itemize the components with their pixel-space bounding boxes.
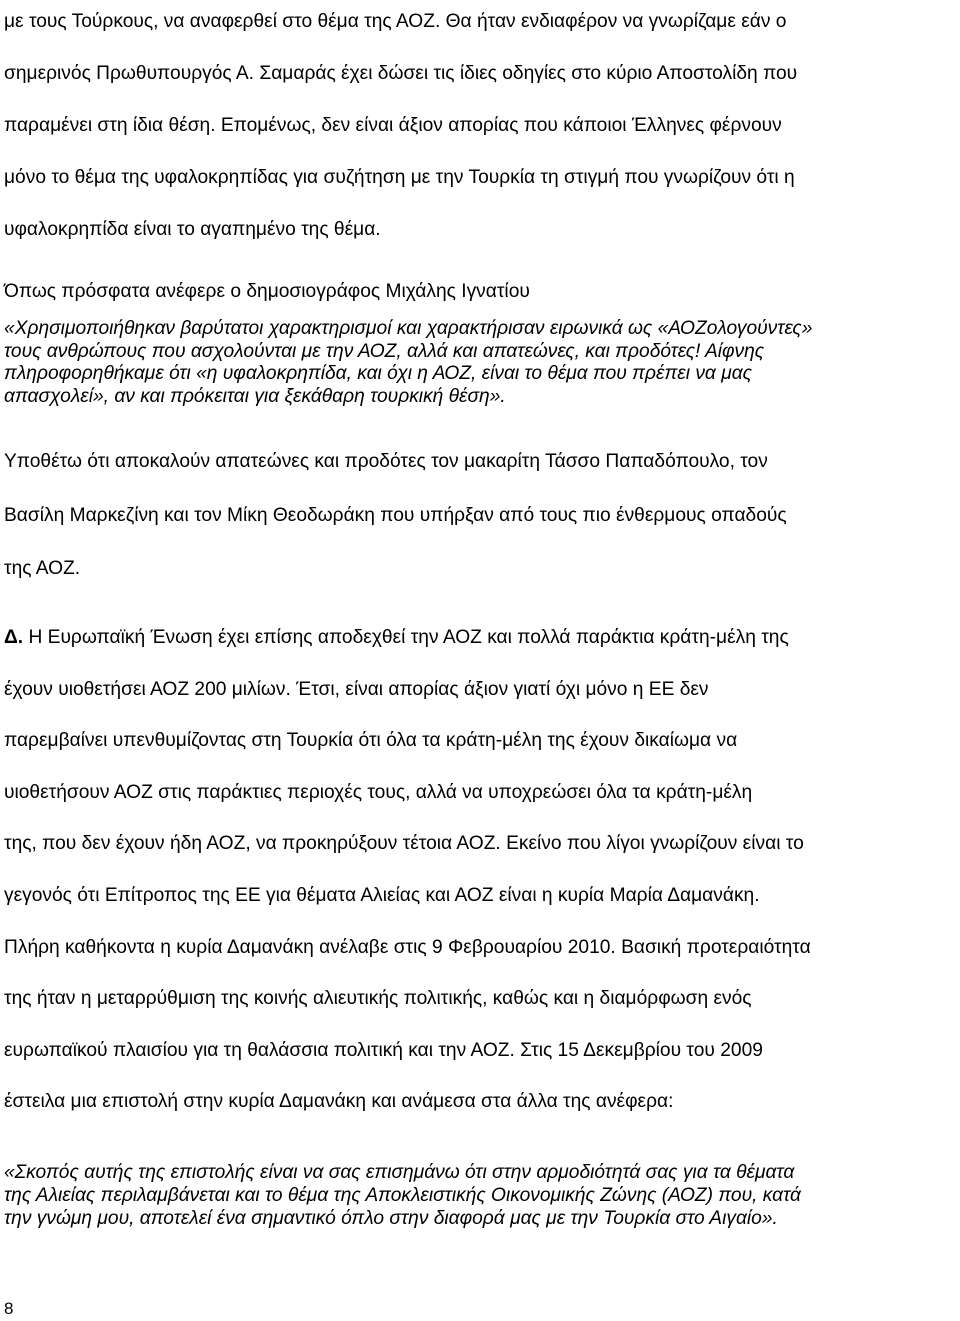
- text-line: μόνο το θέμα της υφαλοκρηπίδας για συζήτηση με την Τουρκία τη στιγμή που γνωρίζουν ότι η: [4, 167, 795, 188]
- text-line: τους ανθρώπους που ασχολούνται με την ΑΟΖ, αλλά και απατεώνες, και προδότες! Αίφνης: [4, 340, 765, 362]
- text-line: της, που δεν έχουν ήδη ΑΟΖ, να προκηρύξουν τέτοια ΑΟΖ. Εκείνο που λίγοι γνωρίζουν είναι το: [4, 833, 804, 855]
- text-line: Υποθέτω ότι αποκαλούν απατεώνες και προδότες τον μακαρίτη Τάσσο Παπαδόπουλο, τον: [4, 451, 768, 472]
- text-line: [4, 612, 954, 664]
- text-line: ευρωπαϊκού πλαισίου για τη θαλάσσια πολιτική και την ΑΟΖ. Στις 15 Δεκεμβρίου του 2009: [4, 1039, 763, 1061]
- text-line: σημερινός Πρωθυπουργός Α. Σαμαράς έχει δώσει τις ίδιες οδηγίες στο κύριο Αποστολίδη που: [4, 63, 798, 84]
- text-line: «Σκοπός αυτής της επιστολής είναι να σας επισημάνω ότι στην αρμοδιότητά σας για τα θέματα: [4, 1162, 795, 1183]
- paragraph-5: [4, 612, 954, 1128]
- text-line: παραμένει στη ίδια θέση. Επομένως, δεν είναι άξιον απορίας που κάποιοι Έλληνες φέρνουν: [4, 115, 782, 136]
- quote-paragraph-1: [4, 318, 954, 408]
- text-line: παρεμβαίνει υπενθυμίζοντας στη Τουρκία ότι όλα τα κράτη-μέλη της έχουν δικαίωμα να: [4, 730, 738, 752]
- section-label: Δ.: [4, 627, 24, 648]
- text-line: της Αλιείας περιλαμβάνεται και το θέμα της Αποκλειστικής Οικονομικής Ζώνης (ΑΟΖ) που, κατά: [4, 1185, 801, 1207]
- text-line: έχουν υιοθετήσει ΑΟΖ 200 μιλίων. Έτσι, είναι απορίας άξιον γιατί όχι μόνο η ΕΕ δεν: [4, 678, 709, 700]
- paragraph-1: [4, 0, 954, 256]
- text-line: με τους Τούρκους, να αναφερθεί στο θέμα της ΑΟΖ. Θα ήταν ενδιαφέρον να γνωρίζαμε εάν ο: [4, 11, 787, 32]
- text-line: την γνώμη μου, αποτελεί ένα σημαντικό όπλο στην διαφορά μας με την Τουρκία στο Αιγαίο».: [4, 1208, 778, 1230]
- text-line: Όπως πρόσφατα ανέφερε ο δημοσιογράφος Μιχάλης Ιγνατίου: [4, 281, 530, 302]
- text-line: έστειλα μια επιστολή στην κυρία Δαμανάκη και ανάμεσα στα άλλα της ανέφερα:: [4, 1091, 674, 1113]
- page-number: 8: [4, 1299, 14, 1318]
- quote-paragraph-2: [4, 1161, 954, 1231]
- text-line: «Χρησιμοποιήθηκαν βαρύτατοι χαρακτηρισμοί και χαρακτήρισαν ειρωνικά ως «ΑΟΖολογούντες»: [4, 318, 813, 339]
- text-line: πληροφορηθήκαμε ότι «η υφαλοκρηπίδα, και όχι η ΑΟΖ, είναι το θέμα που πρέπει να μας: [4, 363, 752, 384]
- text-line: της ήταν η μεταρρύθμιση της κοινής αλιευτικής πολιτικής, καθώς και η διαμόρφωση ενός: [4, 988, 752, 1010]
- text-line: της ΑΟΖ.: [4, 558, 81, 579]
- text-line: απασχολεί», αν και πρόκειται για ξεκάθαρη τουρκική θέση».: [4, 385, 506, 407]
- text-line: Πλήρη καθήκοντα η κυρία Δαμανάκη ανέλαβε στις 9 Φεβρουαρίου 2010. Βασική προτεραιότητα: [4, 936, 811, 958]
- text-line: γεγονός ότι Επίτροπος της ΕΕ για θέματα Αλιείας και ΑΟΖ είναι η κυρία Μαρία Δαμανάκη.: [4, 884, 760, 906]
- paragraph-2: [4, 271, 954, 313]
- text-line: υφαλοκρηπίδα είναι το αγαπημένο της θέμα.: [4, 219, 381, 240]
- text-line: Βασίλη Μαρκεζίνη και τον Μίκη Θεοδωράκη που υπήρξαν από τους πιο ένθερμους οπαδούς: [4, 504, 787, 526]
- text-line: υιοθετήσουν ΑΟΖ στις παράκτιες περιοχές τους, αλλά να υποχρεώσει όλα τα κράτη-μέλη: [4, 781, 753, 803]
- paragraph-4: [4, 435, 954, 596]
- text-line-rest: Η Ευρωπαϊκή Ένωση έχει επίσης αποδεχθεί την ΑΟΖ και πολλά παράκτια κράτη-μέλη της: [23, 627, 789, 648]
